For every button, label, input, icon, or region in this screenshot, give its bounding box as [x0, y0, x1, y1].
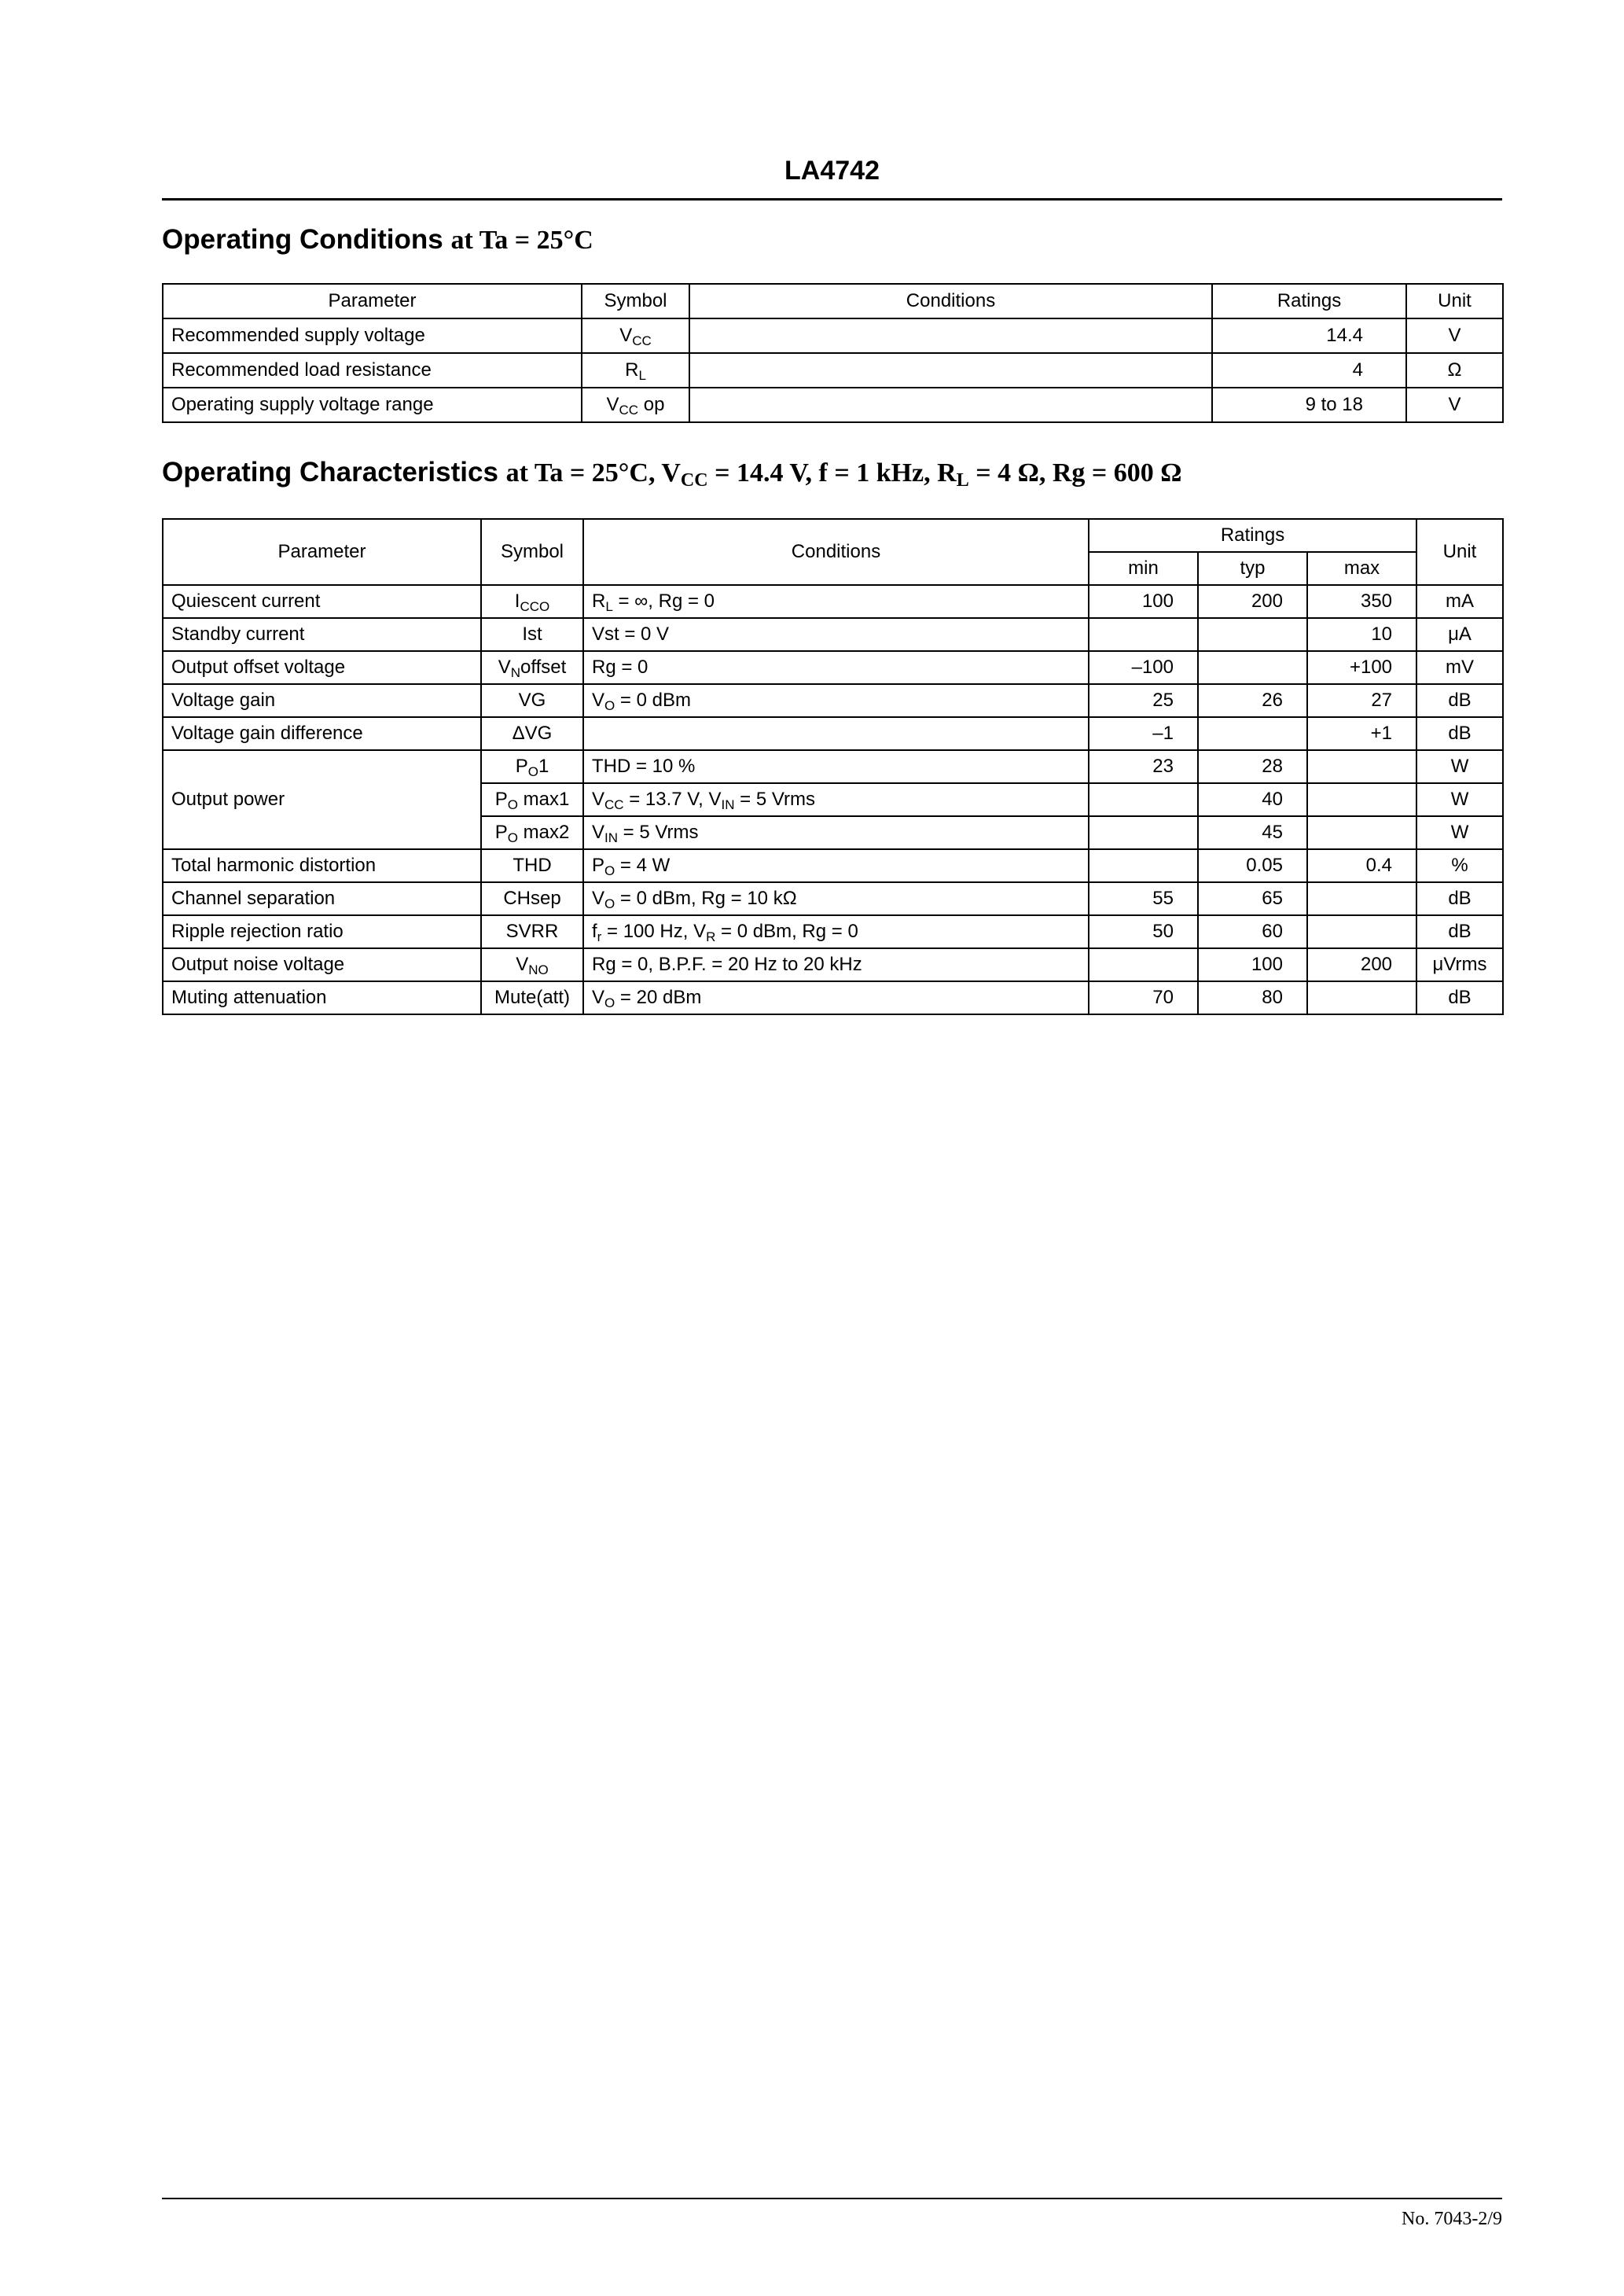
- table-row: [163, 618, 1503, 651]
- footer-rule: [162, 2198, 1502, 2199]
- table-row: [163, 915, 1503, 948]
- cell-parameter: Total harmonic distortion: [163, 849, 481, 882]
- col-header-parameter: Parameter: [163, 284, 582, 318]
- cell-conditions: $f_r = 100$ Hz, $V_R = 0$ dBm, Rg = 0: [583, 915, 1089, 948]
- cell-typ: 100: [1198, 948, 1307, 981]
- cell-parameter: Output offset voltage: [163, 651, 481, 684]
- cell-symbol: $P_O1$: [481, 750, 583, 783]
- operating-conditions-table: [162, 283, 1504, 423]
- cell-min: [1089, 783, 1198, 816]
- col-header-unit: Unit: [1416, 519, 1503, 585]
- cell-parameter: Output noise voltage: [163, 948, 481, 981]
- cell-rating: 4: [1212, 353, 1406, 388]
- cell-symbol: $V_{NO}$: [481, 948, 583, 981]
- operating-characteristics-heading: [162, 457, 1182, 491]
- cell-symbol: ΔVG: [481, 717, 583, 750]
- cell-symbol: Mute(att): [481, 981, 583, 1014]
- cell-typ: 28: [1198, 750, 1307, 783]
- cell-min: 55: [1089, 882, 1198, 915]
- cell-max: [1307, 981, 1416, 1014]
- cell-unit: μA: [1416, 618, 1503, 651]
- table-row: [163, 882, 1503, 915]
- col-header-symbol: Symbol: [582, 284, 689, 318]
- cell-min: [1089, 948, 1198, 981]
- cell-typ: 65: [1198, 882, 1307, 915]
- cell-symbol: $R_L$: [582, 353, 689, 388]
- cell-conditions: Vst = 0 V: [583, 618, 1089, 651]
- cell-min: 70: [1089, 981, 1198, 1014]
- cell-symbol: SVRR: [481, 915, 583, 948]
- cell-symbol: $V_{CC}$: [582, 318, 689, 353]
- cell-min: 100: [1089, 585, 1198, 618]
- cell-conditions: $V_{CC} = 13.7$ V, $V_{IN} = 5$ Vrms: [583, 783, 1089, 816]
- cell-unit: V: [1406, 388, 1503, 422]
- page-number: No. 7043-2/9: [1402, 2209, 1502, 2229]
- col-header-max: max: [1307, 552, 1416, 585]
- cell-symbol: THD: [481, 849, 583, 882]
- cell-min: [1089, 816, 1198, 849]
- cell-rating: 9 to 18: [1212, 388, 1406, 422]
- cell-unit: dB: [1416, 684, 1503, 717]
- table-header-row: [163, 519, 1503, 552]
- cell-max: [1307, 750, 1416, 783]
- cell-max: [1307, 915, 1416, 948]
- cell-min: 50: [1089, 915, 1198, 948]
- cell-unit: W: [1416, 783, 1503, 816]
- cell-unit: dB: [1416, 882, 1503, 915]
- col-header-min: min: [1089, 552, 1198, 585]
- cell-max: [1307, 882, 1416, 915]
- cell-max: 0.4: [1307, 849, 1416, 882]
- cell-conditions: $V_O = 0$ dBm, Rg = 10 kΩ: [583, 882, 1089, 915]
- table-row: [163, 849, 1503, 882]
- cell-conditions: $V_O = 20$ dBm: [583, 981, 1089, 1014]
- heading-condition: at Ta = 25°C: [450, 226, 593, 255]
- cell-min: 23: [1089, 750, 1198, 783]
- cell-unit: μVrms: [1416, 948, 1503, 981]
- col-header-unit: Unit: [1406, 284, 1503, 318]
- cell-symbol: $P_O$ max1: [481, 783, 583, 816]
- cell-typ: [1198, 717, 1307, 750]
- cell-parameter: Recommended supply voltage: [163, 318, 582, 353]
- cell-symbol: $V_Noffset$: [481, 651, 583, 684]
- table-row: [163, 981, 1503, 1014]
- cell-unit: dB: [1416, 981, 1503, 1014]
- cell-conditions: $V_O = 0$ dBm: [583, 684, 1089, 717]
- cell-parameter: Operating supply voltage range: [163, 388, 582, 422]
- table-row: [163, 353, 1503, 388]
- cell-unit: mV: [1416, 651, 1503, 684]
- cell-symbol: Ist: [481, 618, 583, 651]
- operating-conditions-heading: [162, 224, 593, 256]
- cell-parameter: Recommended load resistance: [163, 353, 582, 388]
- col-header-symbol: Symbol: [481, 519, 583, 585]
- heading-condition: at Ta = 25°C, $V_{CC} = 14.4$ V, f = 1 kHz, $R_L = 4$ Ω, Rg = 600 Ω: [505, 458, 1182, 491]
- cell-parameter: Channel separation: [163, 882, 481, 915]
- cell-max: +1: [1307, 717, 1416, 750]
- cell-typ: [1198, 618, 1307, 651]
- heading-title: Operating Conditions: [162, 224, 443, 255]
- cell-typ: 40: [1198, 783, 1307, 816]
- cell-parameter: Muting attenuation: [163, 981, 481, 1014]
- col-header-parameter: Parameter: [163, 519, 481, 585]
- cell-symbol: CHsep: [481, 882, 583, 915]
- table-row: [163, 585, 1503, 618]
- cell-max: 27: [1307, 684, 1416, 717]
- cell-parameter: Ripple rejection ratio: [163, 915, 481, 948]
- col-header-typ: typ: [1198, 552, 1307, 585]
- cell-unit: mA: [1416, 585, 1503, 618]
- cell-min: [1089, 849, 1198, 882]
- cell-typ: 26: [1198, 684, 1307, 717]
- cell-max: 350: [1307, 585, 1416, 618]
- cell-min: –100: [1089, 651, 1198, 684]
- cell-unit: dB: [1416, 717, 1503, 750]
- table-row: [163, 750, 1503, 783]
- cell-conditions: Rg = 0: [583, 651, 1089, 684]
- cell-typ: 200: [1198, 585, 1307, 618]
- cell-conditions: [689, 388, 1212, 422]
- table-row: [163, 318, 1503, 353]
- cell-symbol: $I_{CCO}$: [481, 585, 583, 618]
- col-header-ratings: Ratings: [1212, 284, 1406, 318]
- cell-max: 200: [1307, 948, 1416, 981]
- cell-typ: 60: [1198, 915, 1307, 948]
- cell-unit: Ω: [1406, 353, 1503, 388]
- heading-title: Operating Characteristics: [162, 457, 498, 488]
- cell-conditions: $V_{IN} = 5$ Vrms: [583, 816, 1089, 849]
- cell-unit: %: [1416, 849, 1503, 882]
- table-row: [163, 684, 1503, 717]
- cell-typ: 80: [1198, 981, 1307, 1014]
- table-row: [163, 651, 1503, 684]
- table-row: [163, 388, 1503, 422]
- cell-parameter: Quiescent current: [163, 585, 481, 618]
- cell-conditions: [583, 717, 1089, 750]
- header-rule: [162, 198, 1502, 201]
- cell-max: [1307, 816, 1416, 849]
- cell-symbol: $P_O$ max2: [481, 816, 583, 849]
- cell-unit: dB: [1416, 915, 1503, 948]
- cell-unit: V: [1406, 318, 1503, 353]
- cell-rating: 14.4: [1212, 318, 1406, 353]
- cell-conditions: [689, 318, 1212, 353]
- cell-min: [1089, 618, 1198, 651]
- cell-min: 25: [1089, 684, 1198, 717]
- cell-parameter: Standby current: [163, 618, 481, 651]
- cell-max: [1307, 783, 1416, 816]
- table-row: [163, 948, 1503, 981]
- cell-symbol: VG: [481, 684, 583, 717]
- cell-parameter: Output power: [163, 750, 481, 849]
- cell-unit: W: [1416, 816, 1503, 849]
- cell-max: +100: [1307, 651, 1416, 684]
- table-header-row: [163, 284, 1503, 318]
- cell-parameter: Voltage gain: [163, 684, 481, 717]
- col-header-conditions: Conditions: [689, 284, 1212, 318]
- col-header-conditions: Conditions: [583, 519, 1089, 585]
- cell-conditions: [689, 353, 1212, 388]
- cell-max: 10: [1307, 618, 1416, 651]
- cell-conditions: $P_O = 4$ W: [583, 849, 1089, 882]
- cell-parameter: Voltage gain difference: [163, 717, 481, 750]
- col-header-ratings: Ratings: [1089, 519, 1416, 552]
- cell-typ: [1198, 651, 1307, 684]
- cell-conditions: THD = 10 %: [583, 750, 1089, 783]
- cell-typ: 45: [1198, 816, 1307, 849]
- cell-conditions: Rg = 0, B.P.F. = 20 Hz to 20 kHz: [583, 948, 1089, 981]
- table-row: [163, 717, 1503, 750]
- cell-unit: W: [1416, 750, 1503, 783]
- cell-min: –1: [1089, 717, 1198, 750]
- operating-characteristics-table: [162, 518, 1504, 1015]
- cell-typ: 0.05: [1198, 849, 1307, 882]
- page-title: LA4742: [784, 156, 880, 186]
- cell-conditions: $R_L$ = ∞, Rg = 0: [583, 585, 1089, 618]
- cell-symbol: $V_{CC}$ op: [582, 388, 689, 422]
